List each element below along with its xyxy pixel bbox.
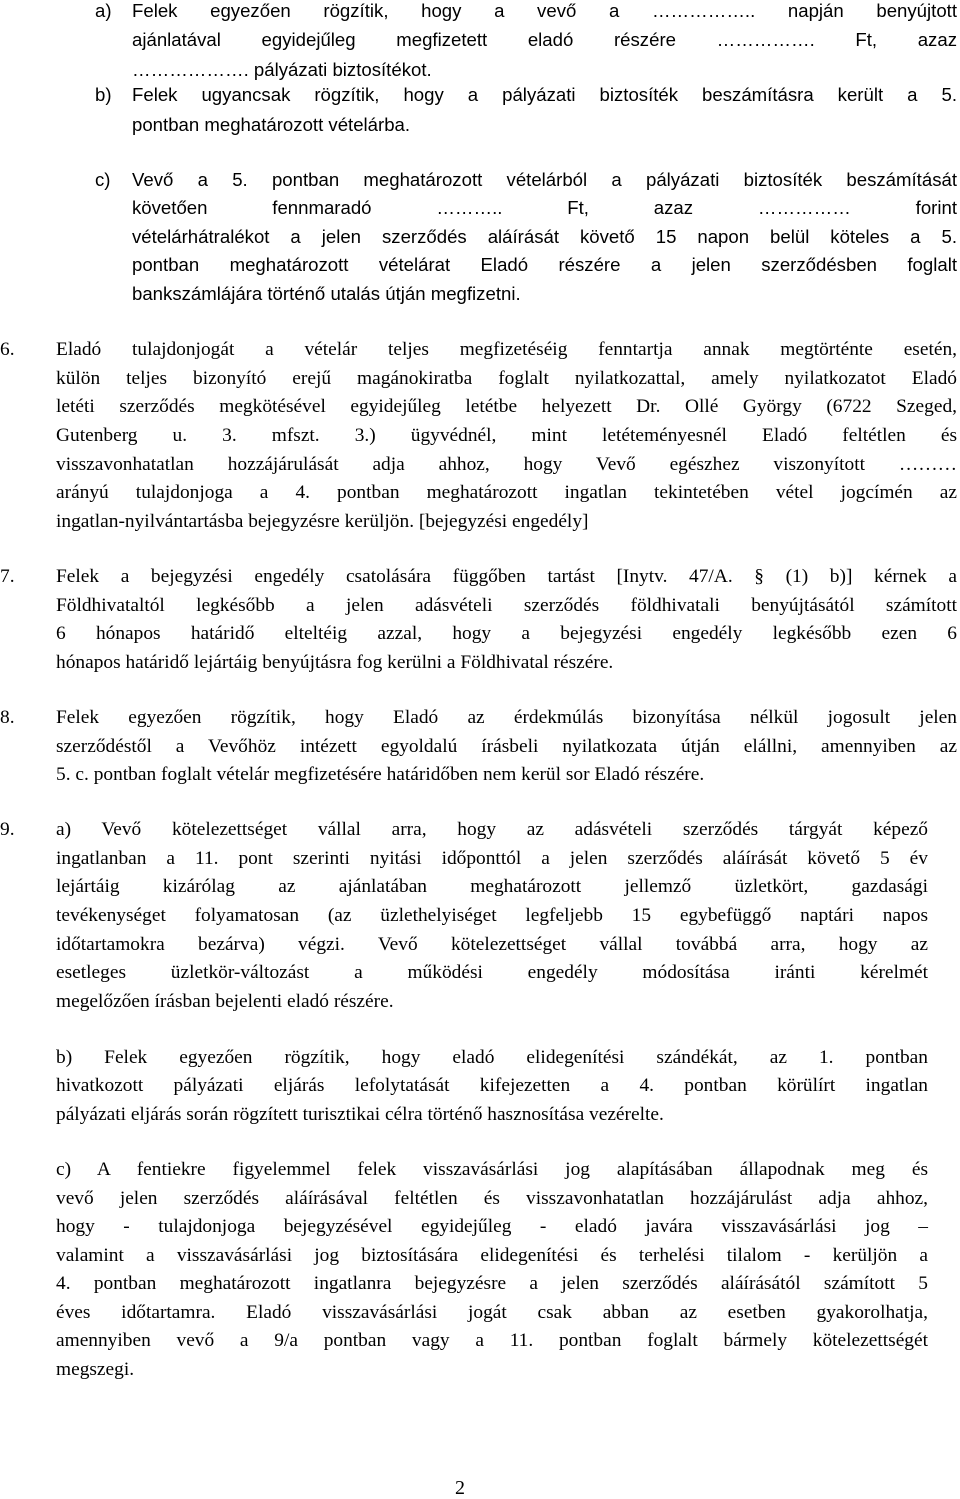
page-number: 2: [455, 1477, 465, 1499]
clause-9c-line-2: vevő jelen szerződés aláírásával feltétlen és visszavonhatatlan hozzájárulást adja ahhoz,: [56, 1188, 928, 1209]
clause-9c-line-6: éves időtartamra. Eladó visszavásárlási jogát csak abban az esetben gyakorolhatja,: [56, 1302, 928, 1323]
clause-c-line-2: követően fennmaradó ……….. Ft, azaz …………… forint: [132, 197, 957, 218]
clause-6-line-5: visszavonhatatlan hozzájárulását adja ahhoz, hogy Vevő egészhez viszonyított ………: [56, 454, 957, 475]
clause-9c-line-5: 4. pontban meghatározott ingatlanra bejegyzésre a jelen szerződés aláírásától számított 5: [56, 1273, 928, 1294]
clause-9a-line-3: lejártáig kizárólag az ajánlatában meghatározott jellemző üzletkört, gazdasági: [56, 876, 928, 897]
clause-7-line-4: hónapos határidő lejártáig benyújtásra fog kerülni a Földhivatal részére.: [56, 652, 614, 673]
clause-6-line-6: arányú tulajdonjoga a 4. pontban meghatározott ingatlan tekintetében vétel jogcímén az: [56, 482, 957, 503]
clause-9a-line-2: ingatlanban a 11. pont szerinti nyitási időponttól a jelen szerződés aláírását követő 5 év: [56, 848, 928, 869]
clause-9a-line-4: tevékenységet folyamatosan (az üzlethelyiséget legfeljebb 15 egybefüggő naptári napos: [56, 905, 928, 926]
clause-c-line-3: vételárhátralékot a jelen szerződés aláírását követő 15 napon belül köteles a 5.: [132, 226, 957, 247]
clause-a-line-2: ajánlatával egyidejűleg megfizetett eladó részére ……………. Ft, azaz: [132, 29, 957, 50]
clause-9c-line-8: megszegi.: [56, 1359, 135, 1380]
clause-9c-line-7: amennyiben vevő a 9/a pontban vagy a 11. pontban foglalt bármely kötelezettségét: [56, 1330, 928, 1351]
clause-8-line-2: szerződéstől a Vevőhöz intézett egyoldalú írásbeli nyilatkozata útján elállni, amennyiben az: [56, 736, 957, 757]
clause-9b-line-3: pályázati eljárás során rögzített turisztikai célra történő hasznosítása vezérelte.: [56, 1104, 664, 1125]
clause-9-number: 9.: [0, 819, 15, 840]
clause-b-label: b): [95, 84, 112, 105]
clause-b-line-1: Felek ugyancsak rögzítik, hogy a pályázati biztosíték beszámításra került a 5.: [132, 84, 957, 105]
clause-c-line-1: Vevő a 5. pontban meghatározott vételárból a pályázati biztosíték beszámítását: [132, 169, 957, 190]
clause-6-line-1: Eladó tulajdonjogát a vételár teljes megfizetéséig fenntartja annak megtörténte esetén,: [56, 339, 957, 360]
clause-6-line-2: külön teljes bizonyító erejű magánokiratba foglalt nyilatkozattal, amely nyilatkozatot Eladó: [56, 368, 957, 389]
clause-9a-line-7: megelőzően írásban bejelenti eladó részére.: [56, 991, 394, 1012]
clause-9b-line-2: hivatkozott pályázati eljárás lefolytatását kifejezetten a 4. pontban körülírt ingatlan: [56, 1075, 928, 1096]
clause-9a-line-1: a) Vevő kötelezettséget vállal arra, hogy az adásvételi szerződés tárgyát képező: [56, 819, 928, 840]
clause-a-line-3: ………………. pályázati biztosítékot.: [132, 59, 432, 80]
clause-c-line-5: bankszámlájára történő utalás útján megfizetni.: [132, 283, 521, 304]
clause-9c-line-1: c) A fentiekre figyelemmel felek visszavásárlási jog alapításában állapodnak meg és: [56, 1159, 928, 1180]
clause-a-line-1: Felek egyezően rögzítik, hogy a vevő a …………….. napján benyújtott: [132, 0, 957, 21]
clause-6-number: 6.: [0, 339, 15, 360]
clause-7-line-2: Földhivataltól legkésőbb a jelen adásvételi szerződés földhivatali benyújtásától számított: [56, 595, 957, 616]
clause-a-label: a): [95, 0, 112, 21]
clause-8-line-1: Felek egyezően rögzítik, hogy Eladó az érdekmúlás bizonyítása nélkül jogosult jelen: [56, 707, 957, 728]
clause-6-line-7: ingatlan-nyilvántartásba bejegyzésre kerüljön. [bejegyzési engedély]: [56, 511, 589, 532]
clause-9a-line-5: időtartamokra bezárva) végzi. Vevő kötelezettséget vállal továbbá arra, hogy az: [56, 934, 928, 955]
clause-c-line-4: pontban meghatározott vételárat Eladó részére a jelen szerződésben foglalt: [132, 254, 957, 275]
clause-6-line-4: Gutenberg u. 3. mfszt. 3.) ügyvédnél, mint letéteményesnél Eladó feltétlen és: [56, 425, 957, 446]
clause-9b-line-1: b) Felek egyezően rögzítik, hogy eladó elidegenítési szándékát, az 1. pontban: [56, 1047, 928, 1068]
clause-7-line-3: 6 hónapos határidő elteltéig azzal, hogy a bejegyzési engedély legkésőbb ezen 6: [56, 623, 957, 644]
clause-7-number: 7.: [0, 566, 15, 587]
clause-7-line-1: Felek a bejegyzési engedély csatolására függőben tartást [Inytv. 47/A. § (1) b)] kérnek a: [56, 566, 957, 587]
clause-9a-line-6: esetleges üzletkör-változást a működési engedély módosítása iránti kérelmét: [56, 962, 928, 983]
clause-8-number: 8.: [0, 707, 15, 728]
clause-8-line-3: 5. c. pontban foglalt vételár megfizetésére határidőben nem kerül sor Eladó részére.: [56, 764, 705, 785]
clause-9c-line-3: hogy - tulajdonjoga bejegyzésével egyidejűleg - eladó javára visszavásárlási jog –: [56, 1216, 928, 1237]
clause-6-line-3: letéti szerződés megkötésével egyidejűleg letétbe helyezett Dr. Ollé György (6722 Szeged,: [56, 396, 957, 417]
clause-b-line-2: pontban meghatározott vételárba.: [132, 114, 411, 135]
clause-9c-line-4: valamint a visszavásárlási jog biztosítására elidegenítési és terhelési tilalom - kerüljön a: [56, 1245, 928, 1266]
clause-c-label: c): [95, 169, 111, 190]
